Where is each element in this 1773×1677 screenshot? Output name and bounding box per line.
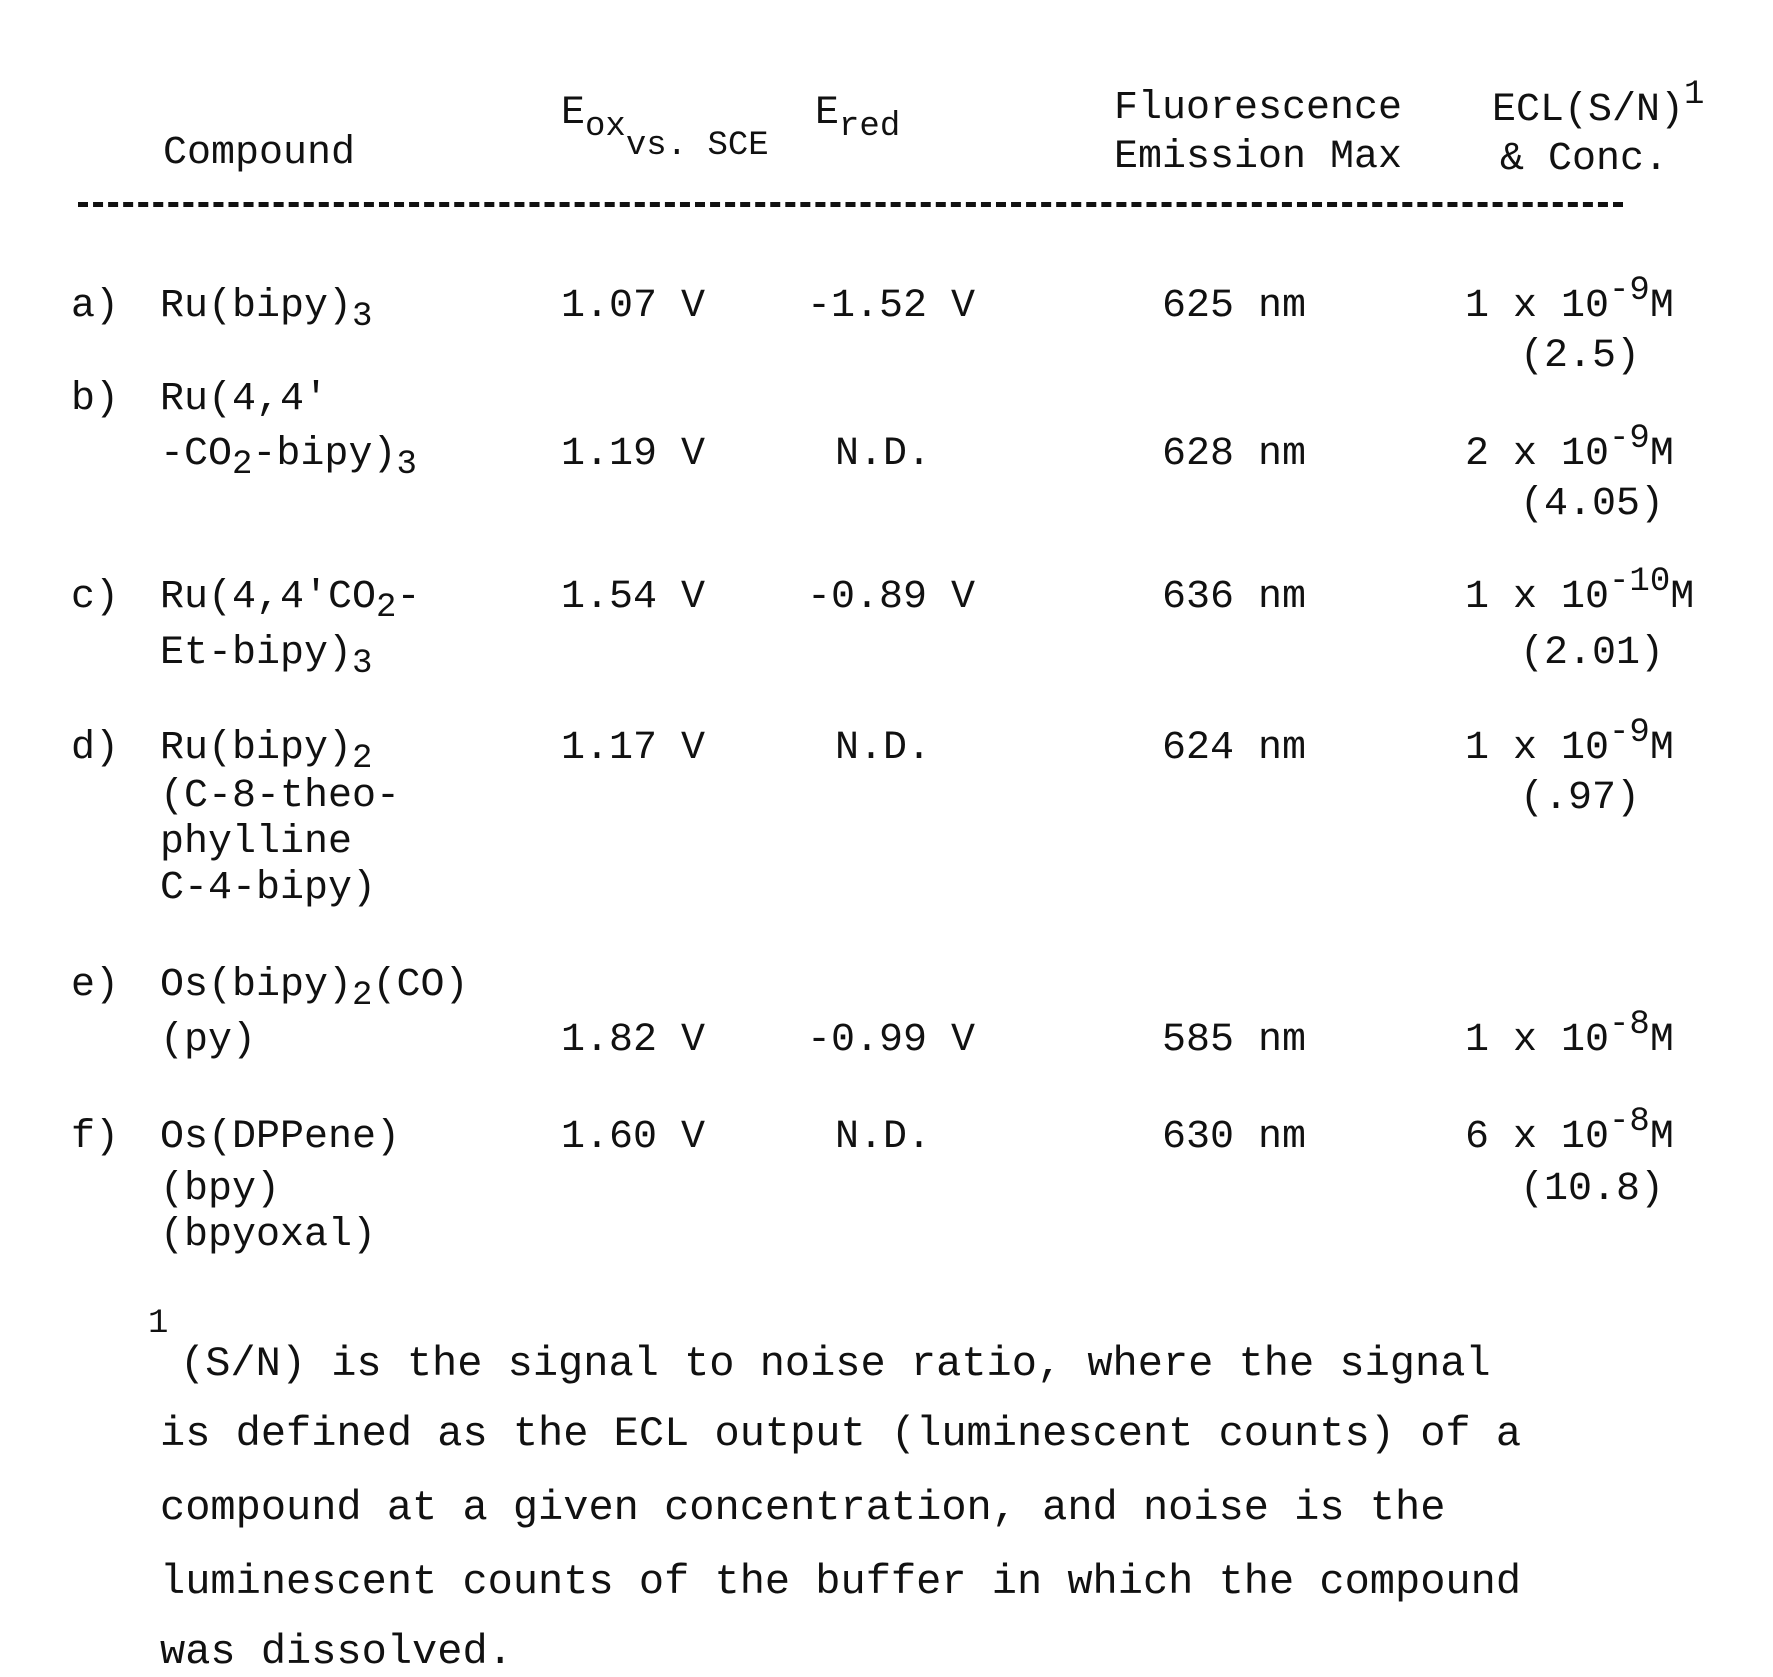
ecl-unit: M [1650,1115,1674,1160]
ecl-concentration [1465,435,1674,475]
header-ecl [1492,91,1704,131]
footnote-marker: 1 [148,1306,168,1342]
compound-line [160,1118,400,1158]
compound-text: Os(DPPene) [160,1115,400,1160]
header-compound: Compound [163,134,355,174]
signal-to-noise: (4.05) [1520,485,1664,525]
footnote-line: compound at a given concentration, and noise is the [160,1484,1445,1532]
compound-subscript: 3 [352,645,372,683]
ecl-unit: M [1650,1018,1674,1063]
footnote-line: (S/N) is the signal to noise ratio, where the signal [180,1340,1491,1388]
header-conc: & Conc. [1500,140,1668,180]
compound-line [160,729,372,769]
ecl-unit: M [1650,726,1674,771]
ecl-mantissa: 1 x 10 [1465,1018,1609,1063]
compound-text: (bpyoxal) [160,1213,376,1258]
ecl-concentration [1465,1118,1674,1158]
header-ecl-footnote-marker: 1 [1684,76,1704,114]
compound-text: Ru(4,4'CO [160,575,376,620]
header-emission-max: Emission Max [1114,138,1402,178]
fluorescence-value: 625 nm [1162,287,1306,327]
eox-value: 1.60 V [561,1118,705,1158]
ecl-concentration [1465,1021,1674,1061]
compound-line [160,777,400,817]
row-label: a) [71,287,119,327]
header-fluorescence: Fluorescence [1114,89,1402,129]
compound-line [160,1170,280,1210]
compound-text: Ru(bipy) [160,284,352,329]
ecl-exponent: -9 [1609,714,1650,752]
compound-text: Ru(4,4' [160,377,328,422]
fluorescence-value: 630 nm [1162,1118,1306,1158]
signal-to-noise: (2.5) [1520,337,1640,377]
ecl-unit: M [1650,284,1674,329]
fluorescence-value: 628 nm [1162,435,1306,475]
compound-line [160,287,372,327]
ered-value: N.D. [835,1118,931,1158]
eox-value: 1.07 V [561,287,705,327]
header-ecl-label: ECL(S/N) [1492,88,1684,133]
ered-value: -1.52 V [807,287,975,327]
compound-subscript: 2 [232,446,252,484]
ecl-exponent: -10 [1609,563,1670,601]
compound-subscript: 3 [396,446,416,484]
ecl-mantissa: 6 x 10 [1465,1115,1609,1160]
ecl-mantissa: 1 x 10 [1465,575,1609,620]
ecl-concentration [1465,729,1674,769]
compound-text: C-4-bipy) [160,866,376,911]
compound-line [160,380,328,420]
compound-text: -bipy) [252,432,396,477]
signal-to-noise: (10.8) [1520,1170,1664,1210]
compound-subscript: 2 [352,977,372,1015]
compound-line [160,966,468,1006]
compound-line [160,1021,256,1061]
compound-line [160,823,352,863]
header-ered-e: E [815,91,839,136]
ecl-exponent: -9 [1609,272,1650,310]
row-label: b) [71,380,119,420]
row-label: d) [71,729,119,769]
fluorescence-value: 585 nm [1162,1021,1306,1061]
footnote-line: was dissolved. [160,1628,513,1676]
ered-value: -0.99 V [807,1021,975,1061]
ered-value: -0.89 V [807,578,975,618]
compound-subscript: 2 [352,740,372,778]
compound-text: (CO) [372,963,468,1008]
eox-value: 1.19 V [561,435,705,475]
row-label: e) [71,966,119,1006]
compound-text: Ru(bipy) [160,726,352,771]
row-label: c) [71,578,119,618]
header-ered [815,94,900,134]
fluorescence-value: 624 nm [1162,729,1306,769]
header-divider [78,202,1623,207]
compound-line [160,869,376,909]
compound-line [160,578,420,618]
header-ered-sub: red [839,108,900,146]
ecl-exponent: -8 [1609,1006,1650,1044]
row-label: f) [71,1118,119,1158]
ecl-unit: M [1670,575,1694,620]
signal-to-noise: (.97) [1520,779,1640,819]
compound-text: (py) [160,1018,256,1063]
ecl-exponent: -8 [1609,1103,1650,1141]
ecl-mantissa: 1 x 10 [1465,284,1609,329]
compound-text: phylline [160,820,352,865]
compound-subscript: 3 [352,298,372,336]
ecl-mantissa: 2 x 10 [1465,432,1609,477]
signal-to-noise: (2.01) [1520,634,1664,674]
compound-text: Et-bipy) [160,631,352,676]
compound-line [160,634,372,674]
eox-value: 1.54 V [561,578,705,618]
header-eox [561,94,769,134]
fluorescence-value: 636 nm [1162,578,1306,618]
ecl-exponent: -9 [1609,420,1650,458]
eox-value: 1.82 V [561,1021,705,1061]
compound-text: -CO [160,432,232,477]
ecl-concentration [1465,287,1674,327]
eox-value: 1.17 V [561,729,705,769]
compound-line [160,1216,376,1256]
compound-line [160,435,417,475]
ecl-concentration [1465,578,1694,618]
ered-value: N.D. [835,435,931,475]
header-vs-sce: vs. SCE [626,127,769,165]
compound-text: Os(bipy) [160,963,352,1008]
compound-text: - [396,575,420,620]
ecl-unit: M [1650,432,1674,477]
compound-subscript: 2 [376,589,396,627]
header-eox-e: E [561,91,585,136]
footnote-line: luminescent counts of the buffer in which the compound [160,1558,1521,1606]
compound-text: (bpy) [160,1167,280,1212]
ered-value: N.D. [835,729,931,769]
ecl-mantissa: 1 x 10 [1465,726,1609,771]
footnote-line: is defined as the ECL output (luminescent counts) of a [160,1410,1521,1458]
header-eox-sub: ox [585,108,626,146]
compound-text: (C-8-theo- [160,774,400,819]
